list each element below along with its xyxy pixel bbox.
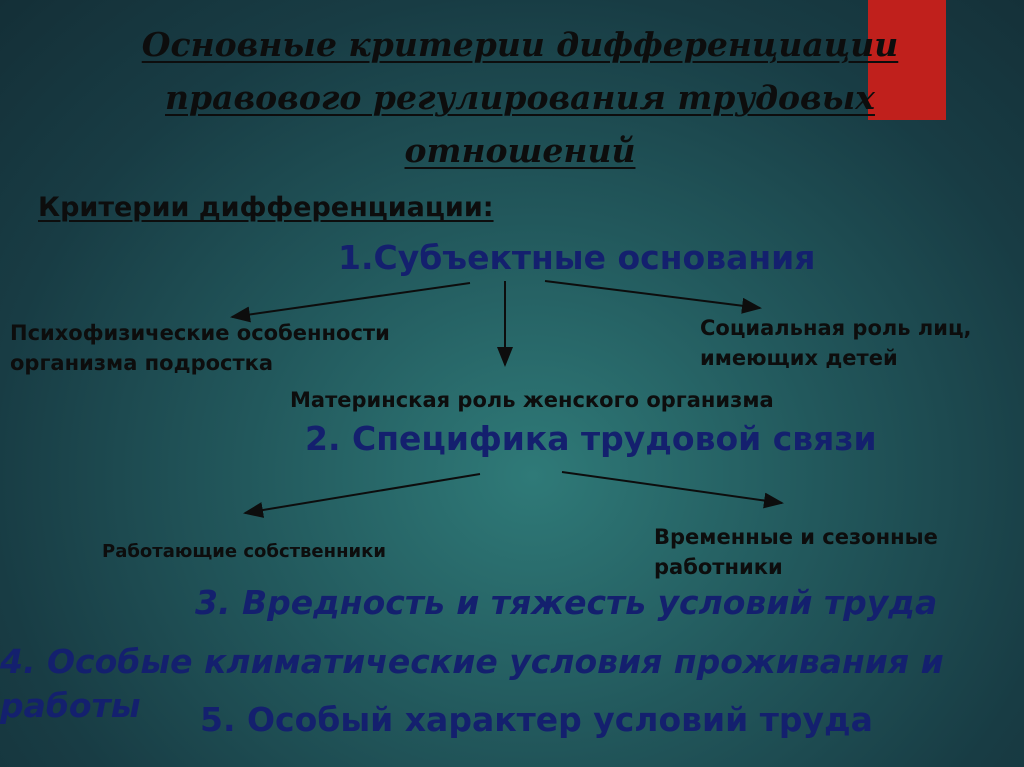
arrow-to-seasonal: [562, 472, 782, 503]
criterion-labor-relation: 2. Специфика трудовой связи: [305, 419, 877, 458]
arrow-to-psychophysical: [232, 283, 470, 317]
branch-maternal: Материнская роль женского организма: [290, 388, 774, 412]
criteria-label: Критерии дифференциации:: [38, 192, 494, 223]
branch-social-role-text: Социальная роль лиц, имеющих детей: [700, 316, 972, 370]
criterion-climate: 4. Особые климатические условия проживания и работы: [0, 642, 944, 725]
criterion-harmfulness: 3. Вредность и тяжесть условий труда: [195, 583, 938, 622]
arrow-to-owners: [245, 474, 480, 513]
branch-psychophysical-text: Психофизические особенности организма подростка: [10, 321, 390, 375]
branch-seasonal-text: Временные и сезонные работники: [654, 525, 938, 579]
slide-title: Основные критерии дифференциации правового регулирования трудовых отношений: [141, 25, 899, 170]
branch-owners: Работающие собственники: [102, 541, 386, 562]
arrow-to-social-role: [545, 281, 760, 308]
criterion-special-conditions: 5. Особый характер условий труда: [200, 700, 873, 739]
criterion-subjective: 1.Субъектные основания: [338, 238, 816, 277]
